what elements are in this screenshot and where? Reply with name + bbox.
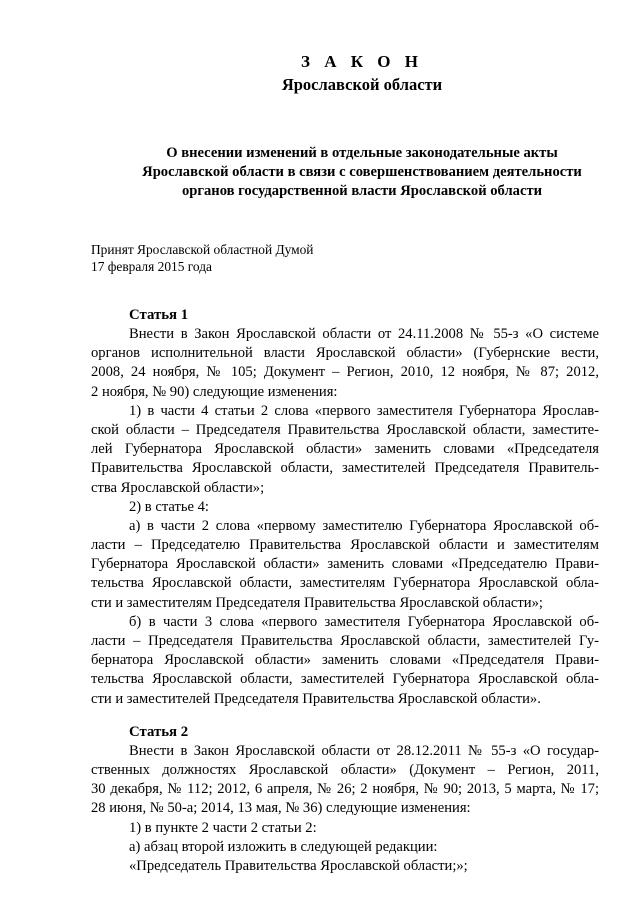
article-1-subitem-b <box>91 613 599 709</box>
text-line: лей Губернатора Ярославской области» заменить словами «Председателя <box>91 441 599 458</box>
article-2-subitem-a <box>91 838 599 857</box>
text-line: Губернатора Ярославской области» заменить словами «Председателю Прави- <box>91 556 599 573</box>
article-1-item-1 <box>91 402 599 498</box>
article-1-heading: Статья 1 <box>129 307 189 323</box>
law-region: Ярославской области <box>281 75 443 94</box>
text-line: 28 июня, № 50-а; 2014, 13 мая, № 36) следующие изменения: <box>91 800 471 817</box>
law-subject-line: органов государственной власти Ярославской области <box>181 183 543 199</box>
text-line: 30 декабря, № 112; 2012, 6 апреля, № 26; 2 ноября, № 90; 2013, 5 марта, № 17; <box>91 781 599 798</box>
text-line: 2008, 24 ноября, № 105; Документ – Регион, 2010, 12 ноября, № 87; 2012, <box>91 364 599 381</box>
text-line: ласти – Председателю Правительства Ярославской области и заместителям <box>91 537 599 554</box>
adoption-date: 17 февраля 2015 года <box>91 258 212 274</box>
text-line: Внести в Закон Ярославской области от 28.12.2011 № 55-з «О государ- <box>129 742 599 759</box>
article-2-paragraph-1 <box>91 742 599 819</box>
article-1-item-2 <box>91 498 599 517</box>
text-line: 1) в части 4 статьи 2 слова «первого заместителя Губернатора Ярослав- <box>129 402 599 419</box>
text-line: тельства Ярославской области, заместителей Губернатора Ярославской обла- <box>91 671 599 688</box>
law-subject-line: Ярославской области в связи с совершенствованием деятельности <box>142 164 582 180</box>
text-line: а) в части 2 слова «первому заместителю Губернатора Ярославской об- <box>129 517 599 534</box>
text-line: тельства Ярославской области, заместителям Губернатора Ярославской обла- <box>91 575 599 592</box>
text-line: а) абзац второй изложить в следующей редакции: <box>129 838 438 855</box>
article-2-heading: Статья 2 <box>129 723 189 740</box>
adoption-body: Принят Ярославской областной Думой <box>91 242 314 257</box>
text-line: ства Ярославской области»; <box>91 479 265 496</box>
law-subject <box>91 144 599 201</box>
text-line: сти и заместителей Председателя Правительства Ярославской области». <box>91 690 541 707</box>
text-line: «Председатель Правительства Ярославской области;»; <box>129 857 468 874</box>
text-line: Внести в Закон Ярославской области от 24.11.2008 № 55-з «О системе <box>129 326 599 342</box>
text-line: сти и заместителям Председателя Правительства Ярославской области»; <box>91 594 543 611</box>
adoption-info <box>91 242 599 275</box>
document-page <box>91 52 599 876</box>
text-line: 1) в пункте 2 части 2 статьи 2: <box>129 819 317 836</box>
law-subject-line: О внесении изменений в отдельные законодательные акты <box>166 145 558 161</box>
text-line: органов исполнительной власти Ярославской области» (Губернские вести, <box>91 345 599 362</box>
text-line: бернатора Ярославской области» заменить словами «Председателя Прави- <box>91 652 599 669</box>
text-line: Правительства Ярославской области, заместителей Председателя Правитель- <box>91 460 599 477</box>
article-2-item-1 <box>91 819 599 838</box>
text-line: ственных должностях Ярославской области» (Документ – Регион, 2011, <box>91 761 599 778</box>
text-line: 2 ноября, № 90) следующие изменения: <box>91 383 338 400</box>
text-line: ской области – Председателя Правительства Ярославской области, заместите- <box>91 421 599 438</box>
article-2-new-text <box>91 857 599 876</box>
article-1-subitem-a <box>91 517 599 613</box>
text-line: ласти – Председателя Правительства Ярославской области, заместителей Гу- <box>91 633 599 649</box>
law-title: З А К О Н <box>300 52 424 71</box>
text-line: б) в части 3 слова «первого заместителя Губернатора Ярославской об- <box>129 613 599 630</box>
text-line: 2) в статье 4: <box>129 498 209 515</box>
article-1-paragraph-1 <box>91 325 599 402</box>
